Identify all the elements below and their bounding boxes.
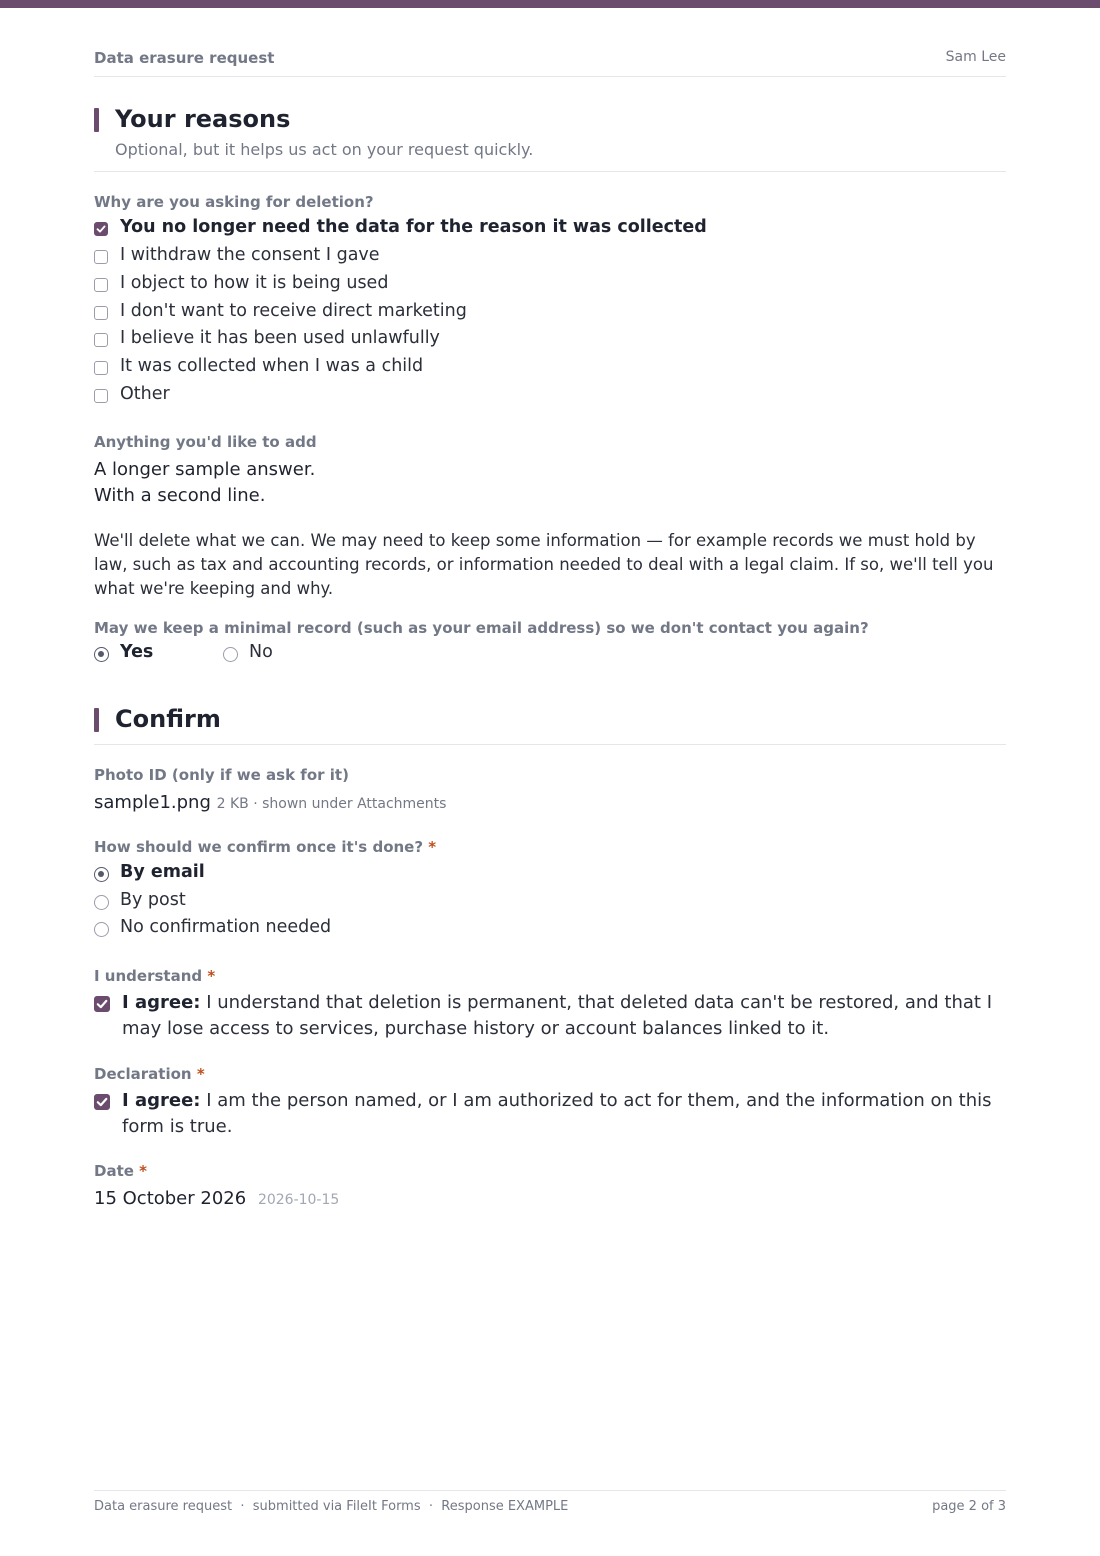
option-label: You no longer need the data for the reason it was collected bbox=[120, 217, 707, 237]
required-mark: * bbox=[207, 967, 216, 985]
option-label: By post bbox=[120, 890, 186, 910]
radio-selected-icon[interactable] bbox=[94, 647, 109, 662]
option-label: I believe it has been used unlawfully bbox=[120, 328, 440, 348]
checkbox-icon[interactable] bbox=[94, 389, 108, 403]
agree-label: I agree: bbox=[122, 1090, 201, 1111]
section-accent-bar bbox=[94, 708, 99, 732]
radio-icon[interactable] bbox=[94, 895, 109, 910]
checkbox-icon[interactable] bbox=[94, 250, 108, 264]
question-text: I understand bbox=[94, 967, 203, 985]
radio-selected-icon[interactable] bbox=[94, 867, 109, 882]
option-label: By email bbox=[120, 862, 205, 882]
question-label-understand bbox=[94, 967, 215, 985]
question-label-why: Why are you asking for deletion? bbox=[94, 193, 374, 211]
checkbox-icon[interactable] bbox=[94, 333, 108, 347]
agreement-body: I am the person named, or I am authorized to act for them, and the information on this form is true. bbox=[122, 1090, 992, 1137]
section-accent-bar bbox=[94, 108, 99, 132]
question-label-date bbox=[94, 1162, 147, 1180]
agreement-body: I understand that deletion is permanent, that deleted data can't be restored, and that I may lose access to services, purchase history or account balances linked to it. bbox=[122, 992, 993, 1039]
checkbox-checked-icon[interactable] bbox=[94, 222, 108, 236]
file-name: sample1.png bbox=[94, 792, 211, 813]
text-answer bbox=[94, 457, 315, 509]
section-subtitle: Optional, but it helps us act on your request quickly. bbox=[115, 140, 534, 159]
document-title: Data erasure request bbox=[94, 49, 275, 67]
checkbox-icon[interactable] bbox=[94, 361, 108, 375]
page-footer bbox=[94, 1490, 1006, 1521]
question-label-photo-id: Photo ID (only if we ask for it) bbox=[94, 766, 349, 784]
radio-icon[interactable] bbox=[94, 922, 109, 937]
agreement-text bbox=[122, 990, 1006, 1042]
checkbox-checked-icon[interactable] bbox=[94, 996, 110, 1012]
option-label: It was collected when I was a child bbox=[120, 356, 424, 376]
footer-text: Data erasure request · submitted via FileIt Forms · Response EXAMPLE bbox=[94, 1499, 569, 1514]
agreement-understand[interactable] bbox=[94, 990, 1006, 1042]
date-answer bbox=[94, 1186, 339, 1213]
question-label-add: Anything you'd like to add bbox=[94, 433, 317, 451]
required-mark: * bbox=[139, 1162, 148, 1180]
retention-notice: We'll delete what we can. We may need to keep some information — for example records we must hold by law, such as tax and accounting records, or information needed to deal with a legal claim. If so, we'll tell you what we're keeping and why. bbox=[94, 531, 994, 598]
section-header-confirm bbox=[94, 706, 1006, 745]
section-header-reasons bbox=[94, 106, 1006, 172]
checkbox-icon[interactable] bbox=[94, 278, 108, 292]
top-accent-bar bbox=[0, 0, 1100, 8]
question-text: Date bbox=[94, 1162, 134, 1180]
file-meta: 2 KB · shown under Attachments bbox=[216, 796, 447, 812]
question-text: How should we confirm once it's done? bbox=[94, 838, 424, 856]
required-mark: * bbox=[196, 1065, 205, 1083]
required-mark: * bbox=[428, 838, 437, 856]
answer-line: A longer sample answer. bbox=[94, 459, 316, 480]
checkbox-icon[interactable] bbox=[94, 306, 108, 320]
question-label-declaration bbox=[94, 1065, 205, 1083]
section-title: Your reasons bbox=[115, 105, 291, 133]
date-iso: 2026-10-15 bbox=[257, 1192, 340, 1208]
option-label: Yes bbox=[120, 642, 154, 662]
file-answer bbox=[94, 790, 446, 817]
agreement-declaration[interactable] bbox=[94, 1088, 1006, 1140]
checkbox-checked-icon[interactable] bbox=[94, 1094, 110, 1110]
radio-icon[interactable] bbox=[223, 647, 238, 662]
agreement-text bbox=[122, 1088, 1006, 1140]
option-label: I don't want to receive direct marketing bbox=[120, 301, 467, 321]
date-value: 15 October 2026 bbox=[94, 1188, 247, 1209]
option-label: I object to how it is being used bbox=[120, 273, 389, 293]
respondent-name: Sam Lee bbox=[945, 49, 1006, 65]
answer-line: With a second line. bbox=[94, 485, 266, 506]
section-title: Confirm bbox=[115, 705, 221, 733]
option-label: No bbox=[249, 642, 273, 662]
option-label: I withdraw the consent I gave bbox=[120, 245, 380, 265]
agree-label: I agree: bbox=[122, 992, 201, 1013]
option-label: Other bbox=[120, 384, 170, 404]
page-number: page 2 of 3 bbox=[932, 1499, 1006, 1514]
question-label-keep-record: May we keep a minimal record (such as your email address) so we don't contact you again? bbox=[94, 619, 869, 637]
running-header bbox=[94, 48, 1006, 77]
question-text: Declaration bbox=[94, 1065, 192, 1083]
question-label-confirm-method bbox=[94, 838, 436, 856]
option-label: No confirmation needed bbox=[120, 917, 332, 937]
